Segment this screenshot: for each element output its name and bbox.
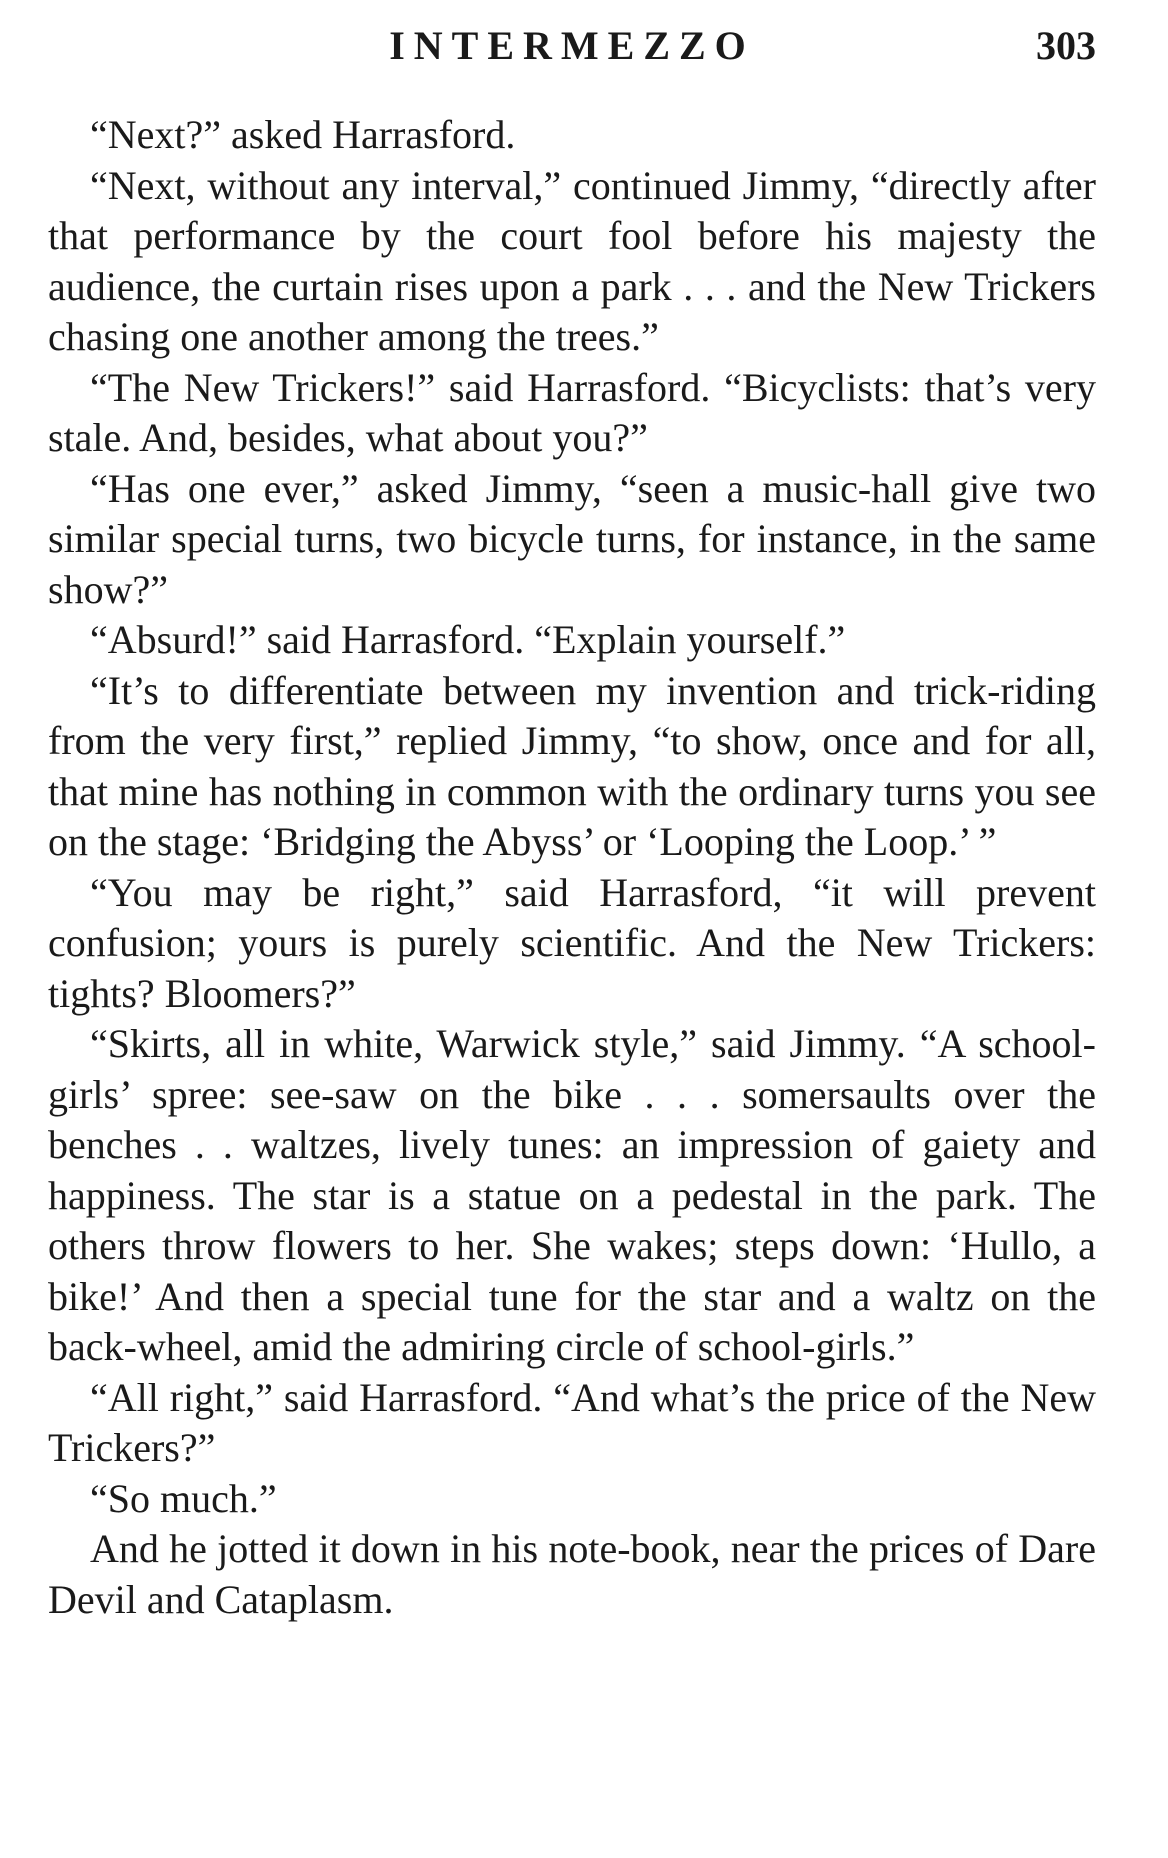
- paragraph: “Next, without any interval,” continued Jimmy, “directly after that performance by the court fool before his majesty the audience, the curtain rises upon a park . . . and the New Trickers chasing one another among the trees.”: [48, 162, 1096, 359]
- paragraph: And he jotted it down in his note-book, near the prices of Dare Devil and Cataplasm.: [48, 1526, 1096, 1622]
- paragraph: “Skirts, all in white, Warwick style,” said Jimmy. “A school-girls’ spree: see-saw on the bike . . . somersaults over the benches . . waltzes, lively tunes: an impression of gaiety and happiness. The star is a statue on a pedestal in the park. The others throw flowers to her. She wakes; steps down: ‘Hullo, a bike!’ And then a special tune for the star and a waltz on the back-wheel, amid the admiring circle of school-girls.”: [48, 1021, 1096, 1369]
- book-page: [48, 18, 1096, 1625]
- body-text: [48, 110, 1096, 1625]
- paragraph: “All right,” said Harrasford. “And what’s the price of the New Trickers?”: [48, 1374, 1096, 1470]
- paragraph: “So much.”: [90, 1475, 277, 1521]
- paragraph: “The New Trickers!” said Harrasford. “Bicyclists: that’s very stale. And, besides, what about you?”: [48, 364, 1096, 460]
- running-header: [48, 18, 1096, 74]
- paragraph: “You may be right,” said Harrasford, “it will prevent confusion; yours is purely scientific. And the New Trickers: tights? Bloomers?”: [48, 869, 1096, 1016]
- page-number: 303: [1036, 23, 1096, 68]
- paragraph: “It’s to differentiate between my invention and trick-riding from the very first,” replied Jimmy, “to show, once and for all, that mine has nothing in common with the ordinary turns you see on the stage: ‘Bridging the Abyss’ or ‘Looping the Loop.’ ”: [48, 667, 1096, 864]
- paragraph: “Absurd!” said Harrasford. “Explain yourself.”: [90, 617, 846, 662]
- paragraph: “Next?” asked Harrasford.: [90, 112, 516, 157]
- paragraph: “Has one ever,” asked Jimmy, “seen a music-hall give two similar special turns, two bicycle turns, for instance, in the same show?”: [48, 465, 1096, 612]
- running-title: INTERMEZZO: [389, 23, 755, 68]
